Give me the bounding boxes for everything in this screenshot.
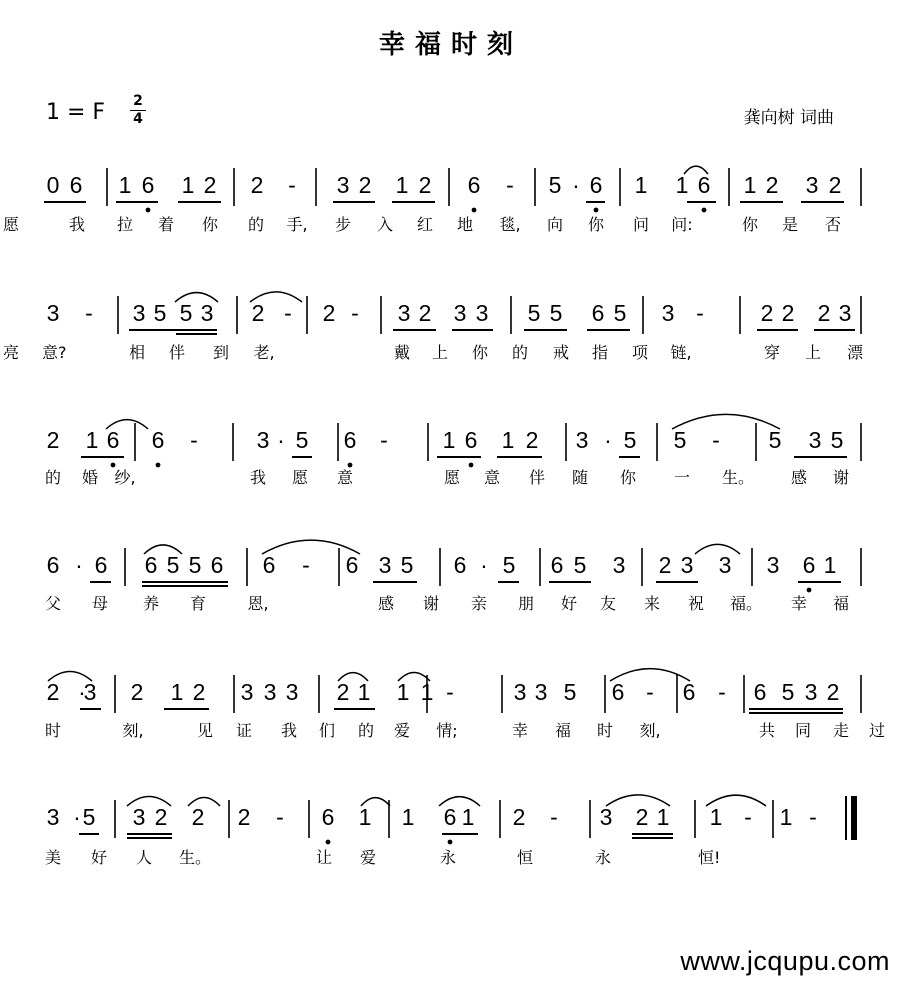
lyric-char: 你 xyxy=(201,215,218,234)
note: · xyxy=(277,427,285,453)
note: 5 xyxy=(548,172,562,198)
lyric-char: 同 xyxy=(794,721,811,740)
note: - xyxy=(302,552,310,578)
note: - xyxy=(744,804,752,830)
lyric-char: 谢 xyxy=(422,594,439,613)
song-title: 幸福时刻 xyxy=(378,30,523,60)
note: 3 xyxy=(132,804,146,830)
note: 1 xyxy=(779,804,793,830)
note: 6 xyxy=(467,172,481,198)
lyric-char: 愿 xyxy=(2,215,19,234)
note: - xyxy=(351,300,359,326)
lyric-line-6 xyxy=(0,845,902,869)
note: 2 xyxy=(512,804,526,830)
note: - xyxy=(718,679,726,705)
meter-denominator: 4 xyxy=(133,111,143,127)
note: 1 xyxy=(401,804,415,830)
lyric-char: 美 xyxy=(44,848,61,867)
note: 3 xyxy=(397,300,411,326)
lyric-char: 祝 xyxy=(687,594,704,613)
note: 3 xyxy=(718,552,732,578)
lyric-char: 恩, xyxy=(247,594,269,613)
lyric-char: 向 xyxy=(546,215,563,234)
note: 1 xyxy=(634,172,648,198)
note: · xyxy=(75,552,83,578)
note: 2 xyxy=(322,300,336,326)
lyric-char: 爱 xyxy=(393,721,410,740)
lyric-char: 入 xyxy=(376,215,393,234)
lyric-char: 我 xyxy=(68,215,85,234)
note: 3 xyxy=(46,804,60,830)
note: 2 xyxy=(46,679,60,705)
lyric-char: 戴 xyxy=(393,343,410,362)
note: 0 xyxy=(46,172,60,198)
note: 3 xyxy=(534,679,548,705)
note: 6 xyxy=(46,552,60,578)
note: 1 xyxy=(461,804,475,830)
note: 3 xyxy=(336,172,350,198)
note: 3 xyxy=(805,172,819,198)
note: 5 xyxy=(673,427,687,453)
lyric-char: 问: xyxy=(671,215,693,234)
note: 3 xyxy=(46,300,60,326)
note: 5 xyxy=(623,427,637,453)
note: 1 xyxy=(420,679,434,705)
note: 6 xyxy=(151,427,165,453)
lyric-char: 亮 xyxy=(2,343,19,362)
lyric-line-2 xyxy=(0,340,902,364)
note: 3 xyxy=(661,300,675,326)
note: 6 xyxy=(682,679,696,705)
note: 3 xyxy=(256,427,270,453)
note: 6 xyxy=(697,172,711,198)
note: 2 xyxy=(250,172,264,198)
note: - xyxy=(712,427,720,453)
lyric-char: 福 xyxy=(554,721,571,740)
note: 5 xyxy=(295,427,309,453)
website-watermark: www.jcqupu.com xyxy=(680,946,890,976)
note: 3 xyxy=(263,679,277,705)
lyric-char: 恒! xyxy=(698,848,721,867)
lyric-char: 的 xyxy=(511,343,528,362)
note: 6 xyxy=(591,300,605,326)
note: 3 xyxy=(475,300,489,326)
lyric-char: 着 xyxy=(157,215,174,234)
note: 1 xyxy=(442,427,456,453)
note: - xyxy=(190,427,198,453)
note: 3 xyxy=(766,552,780,578)
lyric-char: 随 xyxy=(571,468,588,487)
note: 2 xyxy=(525,427,539,453)
music-line-3 xyxy=(0,423,902,459)
note: 6 xyxy=(343,427,357,453)
note: 1 xyxy=(501,427,515,453)
note: 2 xyxy=(817,300,831,326)
lyric-char: 人 xyxy=(135,848,152,867)
note: - xyxy=(696,300,704,326)
note: 6 xyxy=(550,552,564,578)
note: 3 xyxy=(453,300,467,326)
note: 1 xyxy=(743,172,757,198)
note: 5 xyxy=(573,552,587,578)
note: - xyxy=(446,679,454,705)
note: 3 xyxy=(808,427,822,453)
note: - xyxy=(809,804,817,830)
note: 5 xyxy=(830,427,844,453)
note: 3 xyxy=(83,679,97,705)
lyric-char: 上 xyxy=(431,343,448,362)
note: 3 xyxy=(804,679,818,705)
note: 5 xyxy=(549,300,563,326)
lyric-char: 你 xyxy=(741,215,758,234)
lyric-char: 纱, xyxy=(114,468,136,487)
note: 1 xyxy=(118,172,132,198)
note: · xyxy=(604,427,612,453)
note: 2 xyxy=(358,172,372,198)
note: 5 xyxy=(527,300,541,326)
octave-dot xyxy=(326,840,331,845)
lyric-char: 的 xyxy=(44,468,61,487)
note: 3 xyxy=(575,427,589,453)
lyric-char: 穿 xyxy=(763,343,780,362)
lyric-char: 我 xyxy=(280,721,297,740)
note: - xyxy=(288,172,296,198)
note: 1 xyxy=(395,172,409,198)
note: 6 xyxy=(210,552,224,578)
note: 5 xyxy=(400,552,414,578)
note: 1 xyxy=(709,804,723,830)
note: · xyxy=(480,552,488,578)
note: 6 xyxy=(753,679,767,705)
lyric-char: 红 xyxy=(416,215,433,234)
lyric-char: 生。 xyxy=(722,468,755,487)
note: 5 xyxy=(781,679,795,705)
lyric-char: 情; xyxy=(436,721,458,740)
music-line-5 xyxy=(0,675,902,711)
note: 1 xyxy=(358,804,372,830)
note: 2 xyxy=(46,427,60,453)
music-line-4 xyxy=(0,548,902,584)
lyric-char: 感 xyxy=(790,468,807,487)
lyric-char: 愿 xyxy=(291,468,308,487)
lyric-char: 漂 xyxy=(846,343,863,362)
lyric-char: 相 xyxy=(128,343,145,362)
lyric-char: 的 xyxy=(357,721,374,740)
note: 2 xyxy=(760,300,774,326)
note: 1 xyxy=(85,427,99,453)
lyric-char: 好 xyxy=(560,594,577,613)
lyric-char: 我 xyxy=(249,468,266,487)
lyric-char: 婚 xyxy=(81,468,98,487)
note: 3 xyxy=(838,300,852,326)
note: 3 xyxy=(599,804,613,830)
lyric-char: 幸 xyxy=(511,721,528,740)
lyric-char: 你 xyxy=(587,215,604,234)
lyric-char: 是 xyxy=(781,215,798,234)
lyric-char: 伴 xyxy=(528,468,545,487)
lyric-char: 你 xyxy=(619,468,636,487)
lyric-char: 时 xyxy=(44,721,61,740)
lyric-char: 你 xyxy=(471,343,488,362)
note: 1 xyxy=(170,679,184,705)
note: 1 xyxy=(357,679,371,705)
lyric-char: 刻, xyxy=(639,721,661,740)
note: 1 xyxy=(656,804,670,830)
lyric-char: 伴 xyxy=(168,343,185,362)
note: 2 xyxy=(130,679,144,705)
note: 5 xyxy=(563,679,577,705)
note: 6 xyxy=(141,172,155,198)
lyric-char: 见 xyxy=(196,721,213,740)
lyric-char: 朋 xyxy=(517,594,534,613)
note: 1 xyxy=(181,172,195,198)
note: 5 xyxy=(179,300,193,326)
note: 1 xyxy=(675,172,689,198)
lyric-char: 链, xyxy=(670,343,692,362)
music-line-2 xyxy=(0,296,902,332)
lyric-char: 刻, xyxy=(122,721,144,740)
octave-dot xyxy=(448,840,453,845)
lyric-char: 证 xyxy=(235,721,252,740)
note: · xyxy=(73,804,81,830)
note: - xyxy=(550,804,558,830)
note: - xyxy=(646,679,654,705)
lyric-char: 的 xyxy=(247,215,264,234)
note: 6 xyxy=(464,427,478,453)
note: 2 xyxy=(251,300,265,326)
lyric-char: 老, xyxy=(253,343,275,362)
lyric-char: 愿 xyxy=(443,468,460,487)
lyric-line-1 xyxy=(0,212,902,236)
lyric-char: 永 xyxy=(594,848,611,867)
note: 5 xyxy=(768,427,782,453)
note: 2 xyxy=(828,172,842,198)
lyric-char: 否 xyxy=(824,215,841,234)
lyric-line-5 xyxy=(0,718,902,742)
lyric-char: 父 xyxy=(44,594,61,613)
note: 2 xyxy=(635,804,649,830)
lyric-char: 们 xyxy=(318,721,335,740)
lyric-char: 爱 xyxy=(359,848,376,867)
note: 1 xyxy=(396,679,410,705)
note: 2 xyxy=(781,300,795,326)
lyric-char: 地 xyxy=(456,215,473,234)
note: 2 xyxy=(237,804,251,830)
note: 2 xyxy=(418,172,432,198)
lyric-char: 步 xyxy=(334,215,351,234)
note: 6 xyxy=(453,552,467,578)
note: 3 xyxy=(240,679,254,705)
note: 6 xyxy=(144,552,158,578)
lyric-char: 意 xyxy=(483,468,500,487)
note: - xyxy=(380,427,388,453)
note: 6 xyxy=(802,552,816,578)
lyric-char: 养 xyxy=(142,594,159,613)
note: 6 xyxy=(94,552,108,578)
note: 5 xyxy=(188,552,202,578)
lyric-line-3 xyxy=(0,465,902,489)
note: 6 xyxy=(345,552,359,578)
music-line-1 xyxy=(0,168,902,204)
note: 1 xyxy=(823,552,837,578)
lyric-char: 福。 xyxy=(730,594,763,613)
lyric-char: 走 xyxy=(832,721,849,740)
lyric-char: 育 xyxy=(189,594,206,613)
note: 6 xyxy=(589,172,603,198)
note: - xyxy=(85,300,93,326)
note: 5 xyxy=(502,552,516,578)
note: - xyxy=(506,172,514,198)
lyric-char: 谢 xyxy=(832,468,849,487)
lyric-char: 指 xyxy=(591,343,608,362)
note: 2 xyxy=(192,679,206,705)
note: 3 xyxy=(285,679,299,705)
lyric-char: 感 xyxy=(377,594,394,613)
lyric-char: 毯, xyxy=(499,215,521,234)
lyric-char: 时 xyxy=(596,721,613,740)
lyric-char: 一 xyxy=(673,468,690,487)
note: 2 xyxy=(336,679,350,705)
note: 3 xyxy=(513,679,527,705)
time-signature xyxy=(130,94,146,127)
lyric-char: 过 xyxy=(868,721,885,740)
lyric-char: 项 xyxy=(631,343,648,362)
note: 6 xyxy=(69,172,83,198)
note: - xyxy=(284,300,292,326)
note: 5 xyxy=(613,300,627,326)
note: 3 xyxy=(680,552,694,578)
lyric-char: 戒 xyxy=(552,343,569,362)
music-line-6 xyxy=(0,800,902,836)
lyric-char: 恒 xyxy=(516,848,533,867)
note: 6 xyxy=(443,804,457,830)
note: 2 xyxy=(765,172,779,198)
lyric-char: 意 xyxy=(336,468,353,487)
lyric-char: 到 xyxy=(212,343,229,362)
note: · xyxy=(572,172,580,198)
note: 2 xyxy=(418,300,432,326)
lyric-char: 亲 xyxy=(470,594,487,613)
lyric-char: 上 xyxy=(804,343,821,362)
lyric-char: 手, xyxy=(286,215,308,234)
lyric-char: 友 xyxy=(599,594,616,613)
note: 3 xyxy=(132,300,146,326)
note: 6 xyxy=(611,679,625,705)
lyric-char: 让 xyxy=(315,848,332,867)
note: - xyxy=(276,804,284,830)
note: 3 xyxy=(378,552,392,578)
note: 2 xyxy=(154,804,168,830)
note: 3 xyxy=(612,552,626,578)
note: 6 xyxy=(262,552,276,578)
note: 6 xyxy=(106,427,120,453)
lyric-char: 来 xyxy=(643,594,660,613)
note: 2 xyxy=(826,679,840,705)
note: 2 xyxy=(203,172,217,198)
composer-credit: 龚向树 词曲 xyxy=(743,108,834,128)
key-signature: 1 = F xyxy=(46,100,106,125)
note: 5 xyxy=(82,804,96,830)
lyric-char: 永 xyxy=(439,848,456,867)
lyric-char: 意? xyxy=(42,343,67,362)
note: 5 xyxy=(153,300,167,326)
lyric-char: 好 xyxy=(90,848,107,867)
note: · xyxy=(78,679,86,705)
lyric-char: 福 xyxy=(832,594,849,613)
note: 2 xyxy=(658,552,672,578)
lyric-char: 拉 xyxy=(116,215,133,234)
note: 3 xyxy=(200,300,214,326)
note: 5 xyxy=(166,552,180,578)
lyric-line-4 xyxy=(0,591,902,615)
lyric-char: 问 xyxy=(632,215,649,234)
note: 2 xyxy=(191,804,205,830)
lyric-char: 幸 xyxy=(790,594,807,613)
meter-numerator: 2 xyxy=(133,93,143,109)
lyric-char: 母 xyxy=(91,594,108,613)
note: 6 xyxy=(321,804,335,830)
lyric-char: 共 xyxy=(758,721,775,740)
lyric-char: 生。 xyxy=(179,848,212,867)
